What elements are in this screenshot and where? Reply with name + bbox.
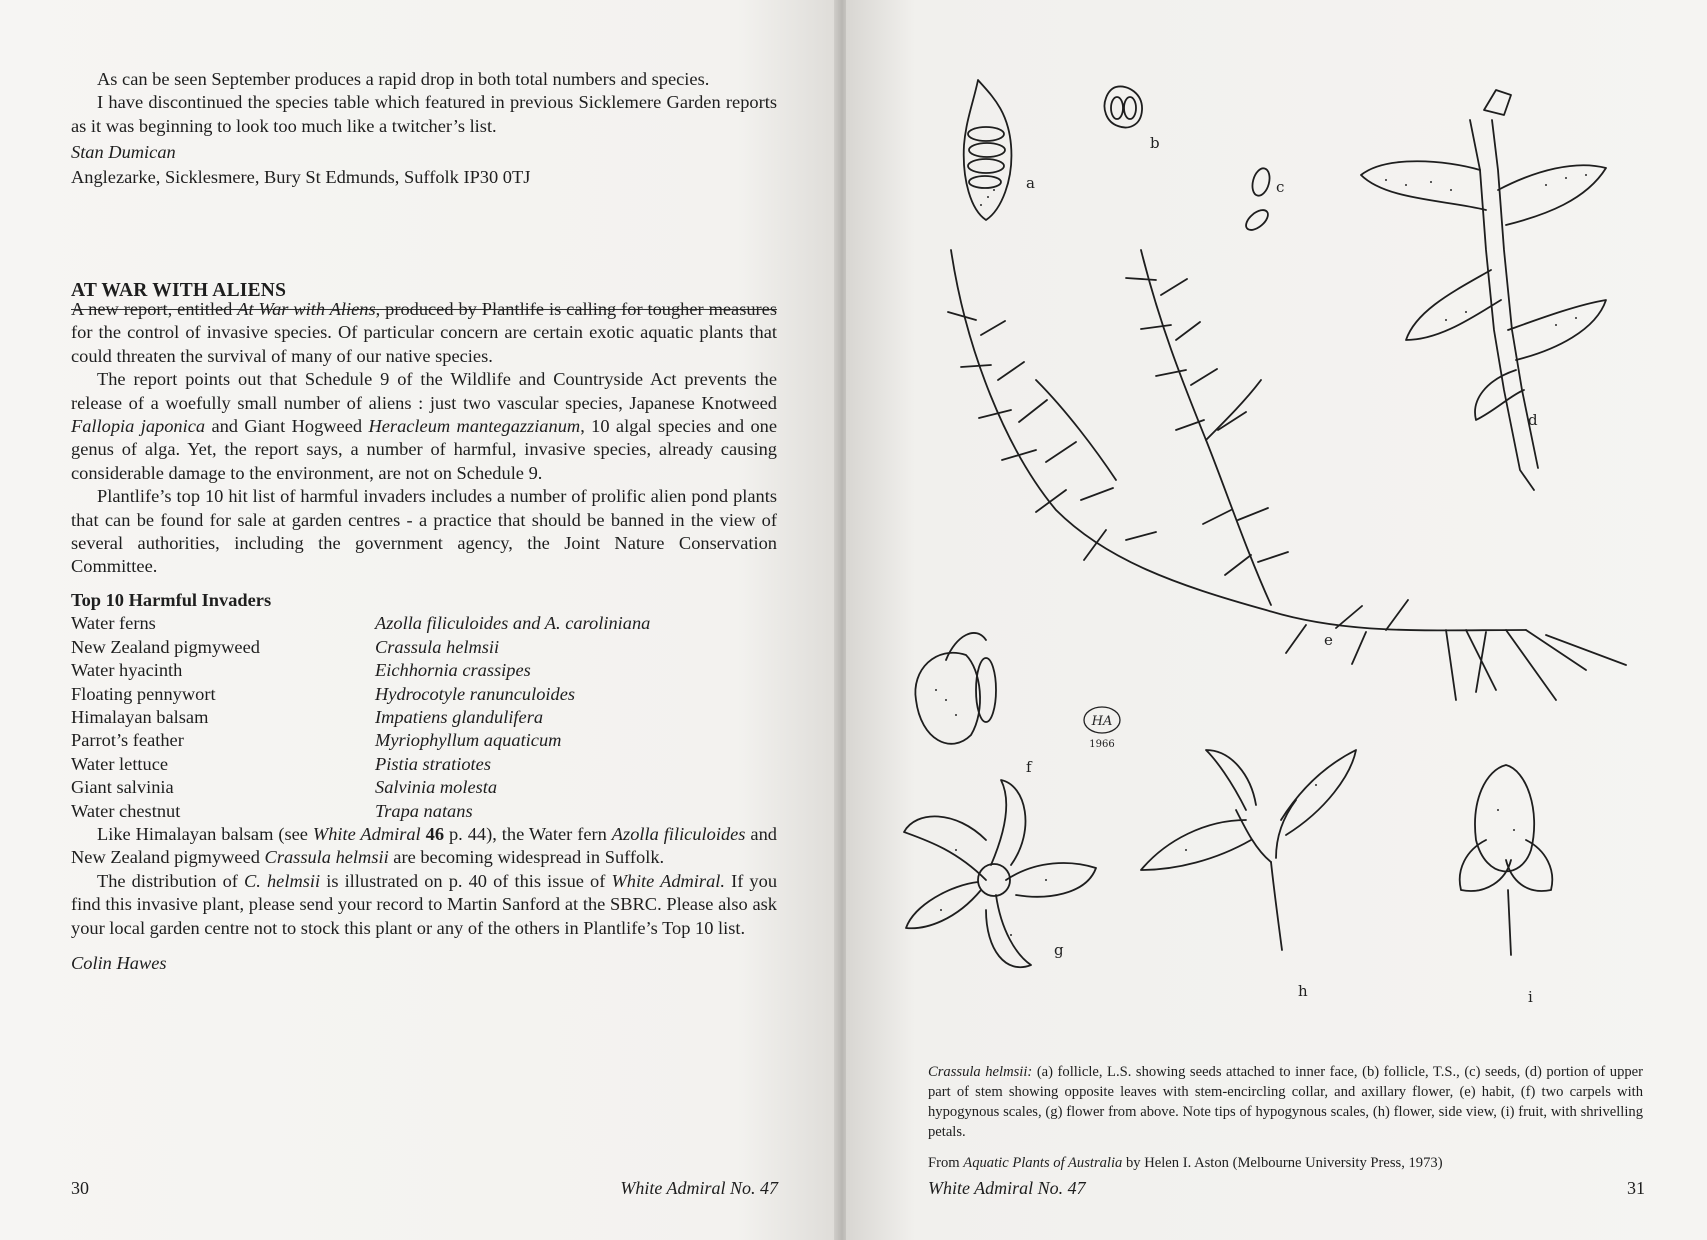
figure-c-seeds: [1243, 166, 1273, 233]
list-item: [71, 612, 777, 635]
figure-label-i: i: [1528, 988, 1533, 1006]
article-paragraph-5: The distribution of C. helmsii is illustrated on p. 40 of this issue of White Admiral. If you find this invasive plant, please send your record to Martin Sanford at the SBRC. Please also ask your local garden centre not to stock this plant or any of the others in Plantlife’s Top 10 list.: [71, 870, 778, 938]
invader-common-name: Water hyacinth: [71, 660, 183, 681]
invaders-list: [71, 612, 777, 823]
figure-label-h: h: [1298, 982, 1308, 1000]
figure-i-fruit: [1460, 765, 1553, 955]
running-footer-right: White Admiral No. 47: [928, 1178, 1086, 1198]
invader-latin-name: Pistia stratiotes: [375, 753, 491, 774]
right-page: [846, 0, 1707, 1240]
list-item: [71, 776, 777, 799]
invader-common-name: Water ferns: [71, 613, 156, 634]
list-title: Top 10 Harmful Invaders: [71, 589, 272, 610]
article-paragraph-2: The report points out that Schedule 9 of the Wildlife and Countryside Act prevents the release of a woefully small number of aliens : just two vascular species, Japanese Knotweed Fallopia japonica and Giant Hogweed Heracleum mantegazzianum, 10 algal species and one genus of alga. Yet, the report says, a number of harmful, invasive species, already causing considerable damage to the environment, are not on Schedule 9.: [71, 369, 777, 483]
figure-source: From Aquatic Plants of Australia by Helen I. Aston (Melbourne University Press, 1973): [928, 1155, 1443, 1171]
figure-a-follicle: [964, 80, 1012, 220]
list-item: [71, 636, 777, 659]
intro-paragraph-2: I have discontinued the species table which featured in previous Sicklemere Garden reports as it was beginning to look too much like a twitcher’s list.: [71, 92, 777, 136]
figure-label-a: a: [1026, 174, 1035, 192]
signature-name-2: Colin Hawes: [71, 952, 167, 973]
signature-name-1: Stan Dumican: [71, 142, 176, 163]
invader-latin-name: Hydrocotyle ranunculoides: [375, 683, 576, 704]
invader-common-name: Parrot’s feather: [71, 730, 184, 751]
invader-common-name: New Zealand pigmyweed: [71, 636, 260, 657]
invader-latin-name: Impatiens glandulifera: [375, 706, 544, 727]
intro-section: [71, 68, 777, 189]
list-item: [71, 729, 777, 752]
page-number-left: 30: [71, 1178, 89, 1198]
figure-label-c: c: [1276, 178, 1285, 196]
artist-monogram: [1084, 707, 1120, 750]
figure-g-flower-top: [904, 780, 1096, 967]
article-paragraph-4: Like Himalayan balsam (see White Admiral 46 p. 44), the Water fern Azolla filiculoides and New Zealand pigmyweed Crassula helmsii are becoming widespread in Suffolk.: [71, 823, 777, 868]
figure-f-carpels: [915, 633, 996, 744]
invader-common-name: Himalayan balsam: [71, 706, 209, 727]
figure-label-g: g: [1054, 941, 1064, 959]
invader-latin-name: Eichhornia crassipes: [375, 660, 531, 681]
running-footer-left: White Admiral No. 47: [620, 1178, 778, 1198]
figure-h-flower-side: [1141, 750, 1356, 950]
botanical-illustration: [886, 50, 1686, 1040]
left-page: [0, 0, 838, 1240]
invader-common-name: Water chestnut: [71, 800, 181, 821]
article-heading: AT WAR WITH ALIENS: [71, 280, 287, 301]
figure-label-b: b: [1150, 134, 1160, 152]
invader-latin-name: Crassula helmsii: [375, 636, 500, 657]
monogram-initials: HA: [1091, 714, 1113, 729]
list-item: [71, 753, 777, 776]
invader-common-name: Water lettuce: [71, 753, 169, 774]
article-body: [71, 298, 777, 975]
figure-label-f: f: [1026, 758, 1032, 776]
figure-b-follicle-section: [1105, 86, 1143, 127]
page-number-right: 31: [1627, 1178, 1645, 1198]
invader-latin-name: Azolla filiculoides and A. caroliniana: [375, 613, 651, 634]
article-paragraph-1: A new report, entitled At War with Aliens, produced by Plantlife is calling for tougher measures for the control of invasive species. Of particular concern are certain exotic aquatic plants that could threaten the survival of many of our native species.: [71, 299, 777, 366]
invader-latin-name: Salvinia molesta: [375, 777, 498, 798]
figure-label-e: e: [1324, 631, 1333, 649]
article-paragraph-3: Plantlife’s top 10 hit list of harmful invaders includes a number of prolific alien pond plants that can be found for sale at garden centres - a practice that should be banned in the view of several authorities, including the government agency, the Joint Nature Conservation Committee.: [71, 486, 777, 577]
invader-latin-name: Myriophyllum aquaticum: [375, 730, 562, 751]
list-item: [71, 659, 777, 682]
figure-caption: Crassula helmsii: (a) follicle, L.S. showing seeds attached to inner face, (b) follicle, T.S., (c) seeds, (d) portion of upper part of stem showing opposite leaves with stem-encircling collar, and axillary flower, (e) habit, (f) two carpels with hypogynous scales, (g) flower from above. Note tips of hypogynous scales, (h) flower, side view, (i) fruit, with shrivelling petals.: [928, 1064, 1643, 1140]
intro-paragraph-1: As can be seen September produces a rapid drop in both total numbers and species.: [97, 69, 710, 89]
invader-common-name: Giant salvinia: [71, 777, 174, 798]
invader-common-name: Floating pennywort: [71, 683, 216, 704]
signature-address-1: Anglezarke, Sicklesmere, Bury St Edmunds, Suffolk IP30 0TJ: [71, 166, 531, 187]
figure-d-stem: [1361, 90, 1606, 490]
list-item: [71, 706, 777, 729]
list-item: [71, 683, 777, 706]
monogram-year: 1966: [1089, 739, 1115, 750]
figure-label-d: d: [1528, 411, 1538, 429]
list-item: [71, 800, 777, 823]
invader-latin-name: Trapa natans: [375, 800, 473, 821]
